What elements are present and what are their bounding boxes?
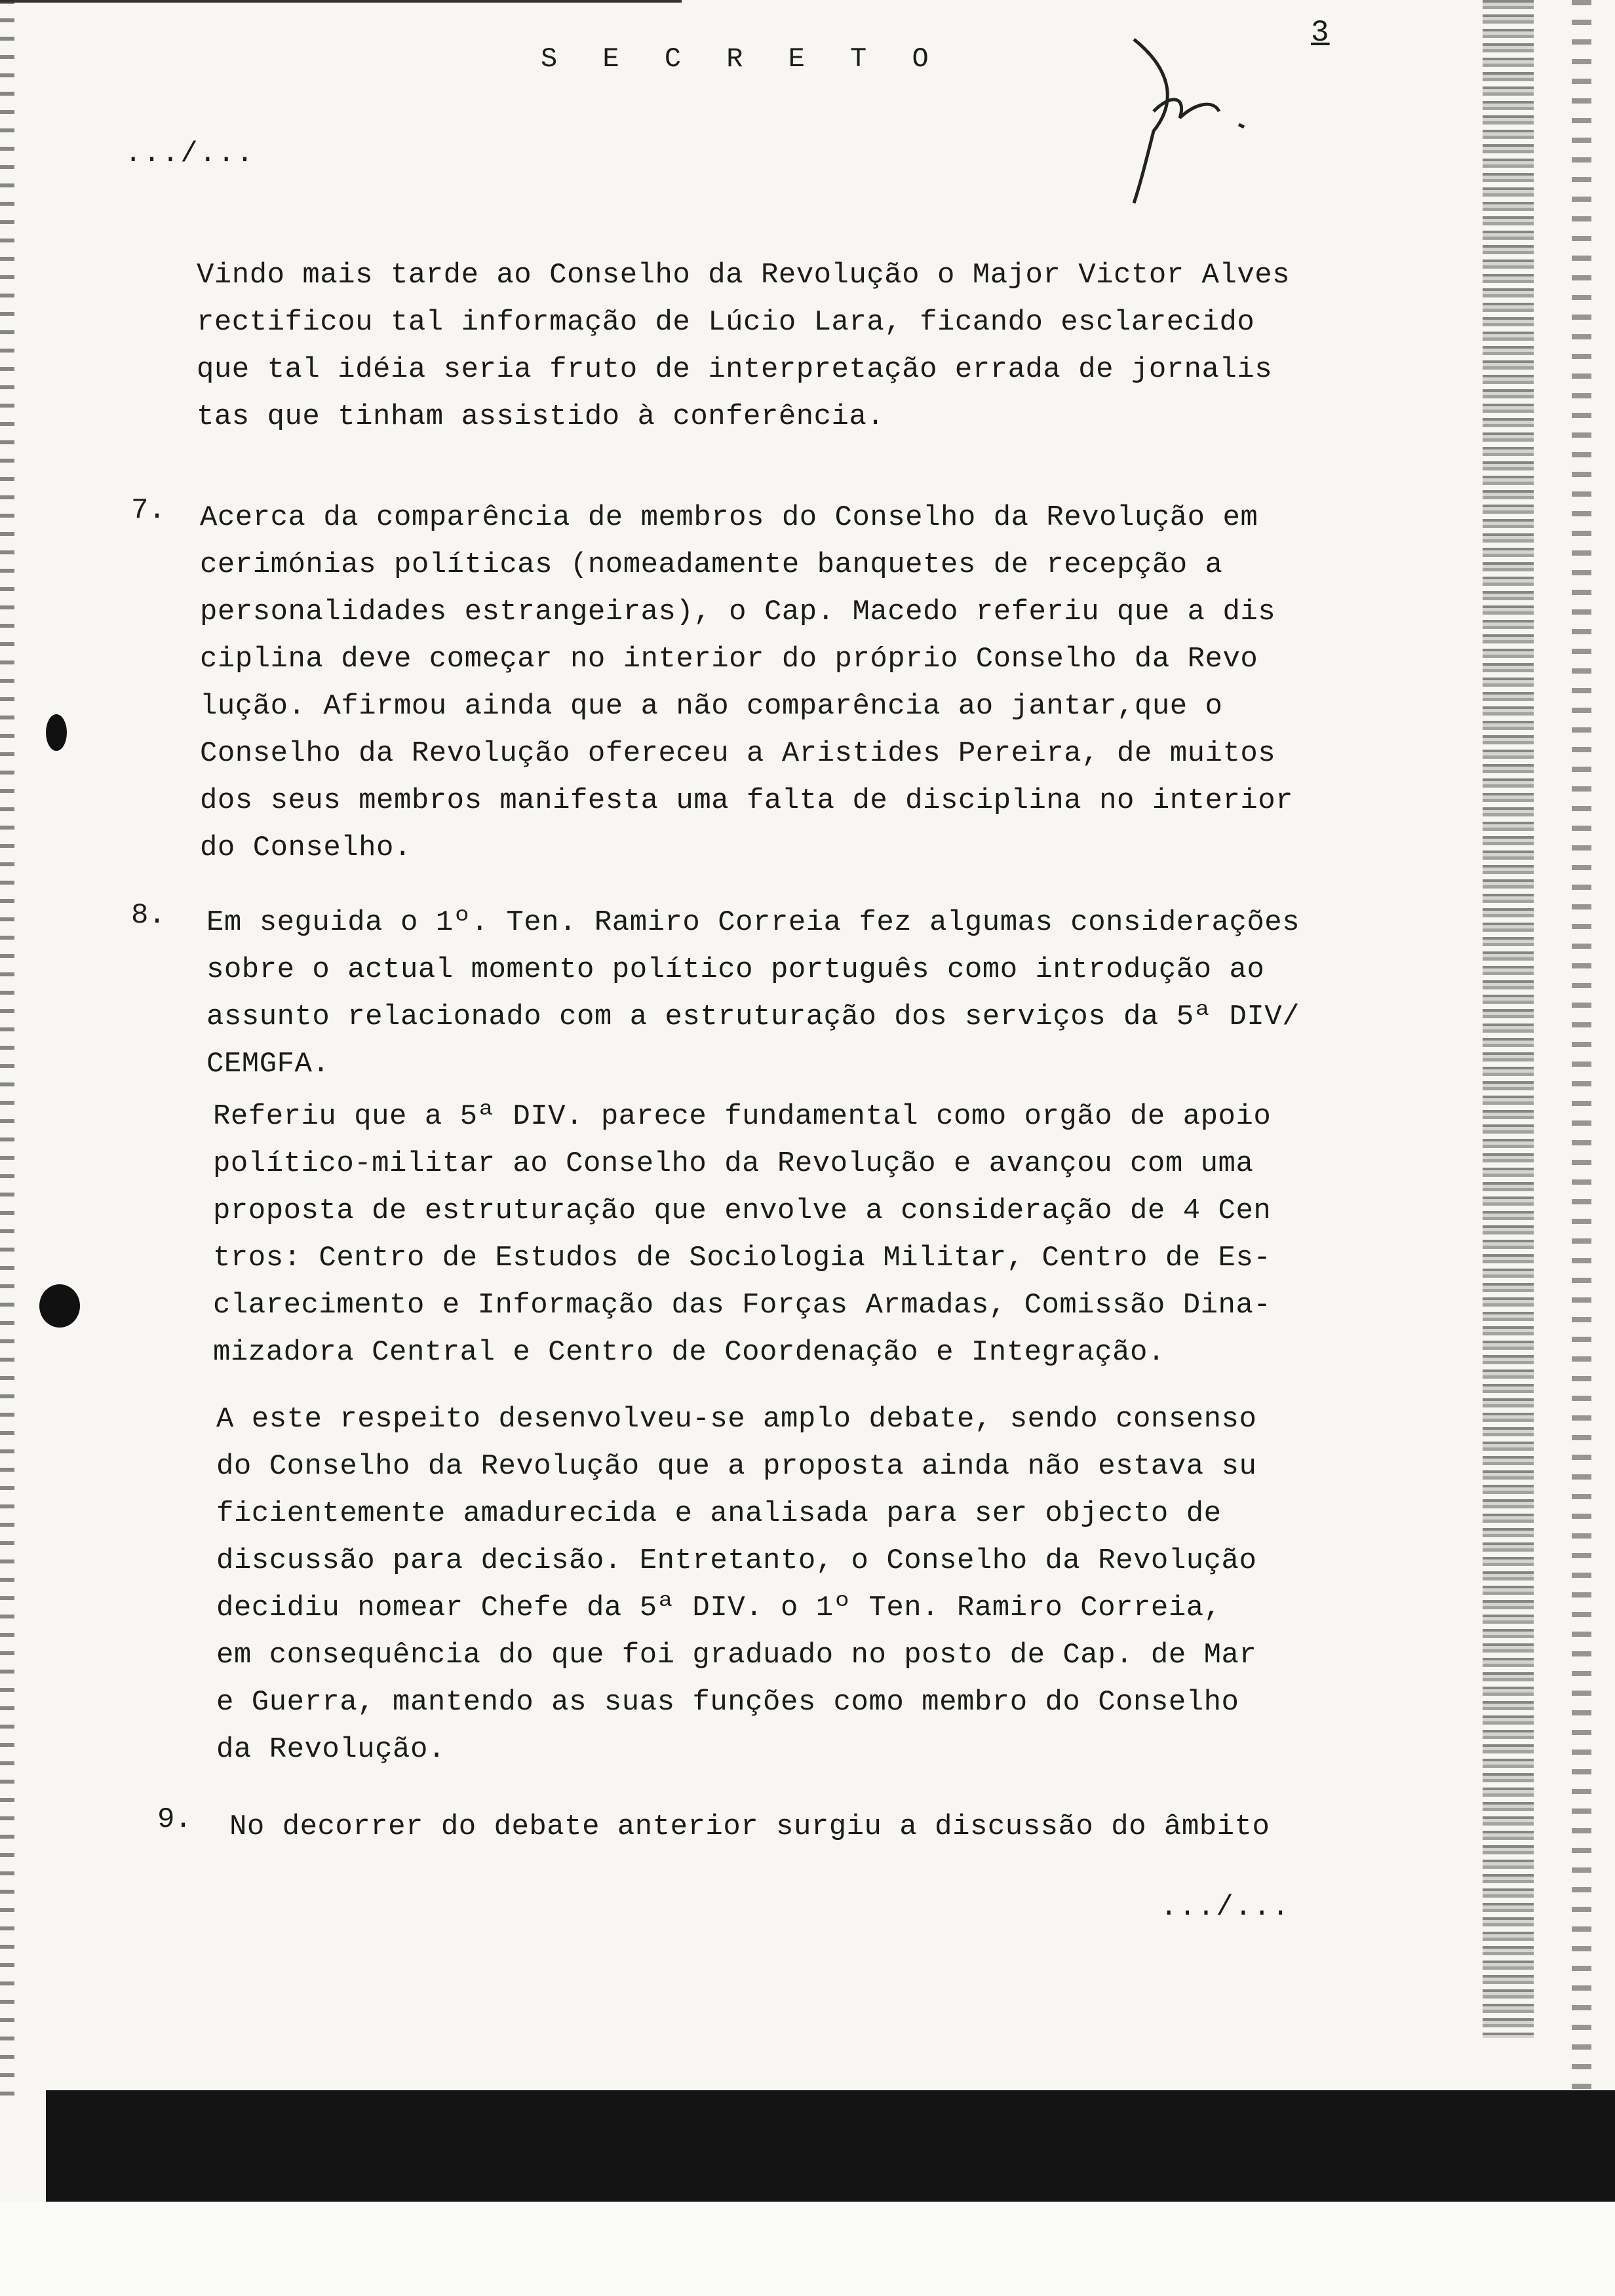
text-line: decidiu nomear Chefe da 5ª DIV. o 1º Ten. Ramiro Correia,	[216, 1592, 1222, 1624]
text-line: da Revolução.	[216, 1733, 446, 1766]
text-line: Vindo mais tarde ao Conselho da Revolução o Major Victor Alves	[197, 259, 1291, 292]
text-line: Em seguida o 1º. Ten. Ramiro Correia fez algumas considerações	[206, 906, 1300, 939]
text-line: rectificou tal informação de Lúcio Lara, ficando esclarecido	[197, 306, 1255, 339]
text-line: Acerca da comparência de membros do Conselho da Revolução em	[200, 501, 1258, 534]
text-line: político-militar ao Conselho da Revolução e avançou com uma	[213, 1147, 1254, 1180]
text-line: proposta de estruturação que envolve a consideração de 4 Cen	[213, 1195, 1272, 1227]
text-line: mizadora Central e Centro de Coordenação e Integração.	[213, 1336, 1165, 1369]
text-line: e Guerra, mantendo as suas funções como membro do Conselho	[216, 1686, 1239, 1719]
item-8-sub-paragraph-2	[216, 1396, 1256, 1773]
text-line: tros: Centro de Estudos de Sociologia Militar, Centro de Es-	[213, 1242, 1272, 1274]
scan-bottom-shadow	[46, 2090, 1615, 2202]
scan-bottom-margin	[0, 2202, 1615, 2296]
text-line: cerimónias políticas (nomeadamente banquetes de recepção a	[200, 548, 1223, 581]
text-line: No decorrer do debate anterior surgiu a discussão do âmbito	[229, 1810, 1270, 1843]
continuation-marker-bottom: .../...	[1160, 1891, 1291, 1924]
text-line: CEMGFA.	[206, 1048, 330, 1081]
item-number: 8.	[131, 899, 166, 932]
page-number: 3	[1311, 16, 1330, 50]
text-line: do Conselho.	[200, 832, 412, 864]
text-line: dos seus membros manifesta uma falta de disciplina no interior	[200, 784, 1294, 817]
scan-top-line	[0, 0, 682, 3]
text-line: assunto relacionado com a estruturação dos serviços da 5ª DIV/	[206, 1001, 1300, 1033]
text-line: sobre o actual momento político português como introdução ao	[206, 953, 1265, 986]
item-8-sub-paragraph-1	[213, 1093, 1271, 1376]
text-line: discussão para decisão. Entretanto, o Conselho da Revolução	[216, 1544, 1257, 1577]
punch-hole	[39, 1284, 80, 1328]
text-line: ciplina deve começar no interior do próprio Conselho da Revo	[200, 643, 1258, 676]
scan-right-edge	[1483, 0, 1534, 2038]
intro-paragraph	[197, 252, 1290, 440]
text-line: que tal idéia seria fruto de interpretação errada de jornalis	[197, 353, 1273, 386]
text-line: tas que tinham assistido à conferência.	[197, 400, 885, 433]
text-line: personalidades estrangeiras), o Cap. Macedo referiu que a dis	[200, 596, 1276, 628]
text-line: Conselho da Revolução ofereceu a Aristides Pereira, de muitos	[200, 737, 1276, 770]
handwritten-initials	[1108, 26, 1278, 210]
text-line: ficientemente amadurecida e analisada para ser objecto de	[216, 1497, 1222, 1530]
text-line: em consequência do que foi graduado no posto de Cap. de Mar	[216, 1639, 1257, 1672]
text-line: A este respeito desenvolveu-se amplo debate, sendo consenso	[216, 1403, 1257, 1436]
text-line: do Conselho da Revolução que a proposta ainda não estava su	[216, 1450, 1257, 1483]
item-number: 9.	[157, 1803, 192, 1836]
punch-hole	[46, 714, 67, 751]
text-line: clarecimento e Informação das Forças Armadas, Comissão Dina-	[213, 1289, 1272, 1322]
text-line: lução. Afirmou ainda que a não comparência ao jantar,que o	[200, 690, 1223, 723]
item-number: 7.	[131, 494, 166, 527]
text-line: Referiu que a 5ª DIV. parece fundamental como orgão de apoio	[213, 1100, 1272, 1133]
continuation-marker-top: .../...	[125, 138, 255, 170]
scan-right-edge-outer	[1572, 0, 1591, 2097]
scan-left-edge	[0, 0, 14, 2097]
classification-heading: S E C R E T O	[541, 43, 943, 75]
